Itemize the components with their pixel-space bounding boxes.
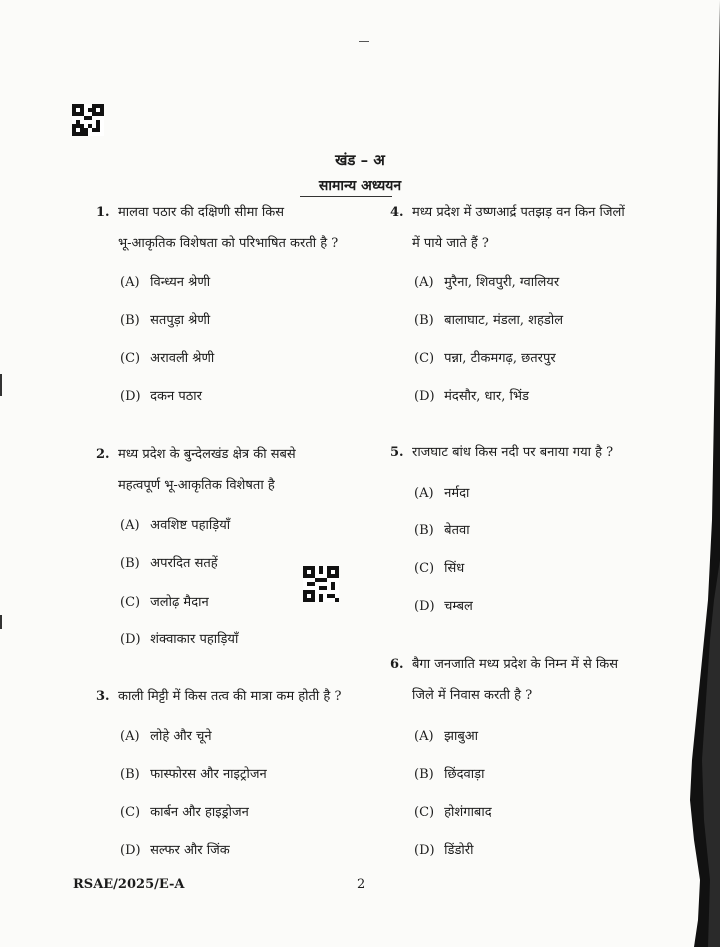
qr-code-icon	[72, 104, 104, 136]
top-mark	[359, 41, 369, 42]
question-line: जिले में निवास करती है ?	[412, 688, 533, 703]
option-d[interactable]: (D) डिंडोरी	[414, 843, 474, 858]
question-text	[118, 681, 341, 712]
option-b[interactable]: (B) बेतवा	[414, 523, 470, 538]
option-d[interactable]: (D) शंक्वाकार पहाड़ियाँ	[120, 632, 239, 647]
subject-title: सामान्य अध्ययन	[318, 178, 402, 194]
option-a[interactable]: (A) झाबुआ	[414, 729, 479, 744]
option-a[interactable]: (A) अवशिष्ट पहाड़ियाँ	[120, 518, 231, 533]
page-number: 2	[357, 877, 366, 892]
question-line: मध्य प्रदेश में उष्णआर्द्र पतझड़ वन किन जिलों	[412, 205, 625, 220]
option-d[interactable]: (D) सल्फर और जिंक	[120, 843, 230, 858]
question-line: मध्य प्रदेश के बुन्देलखंड क्षेत्र की सबसे	[118, 447, 296, 462]
question-text	[412, 437, 613, 468]
question-number: 5.	[390, 445, 404, 460]
option-b[interactable]: (B) फास्फोरस और नाइट्रोजन	[120, 767, 267, 782]
option-a[interactable]: (A) विन्ध्यन श्रेणी	[120, 275, 211, 290]
option-b[interactable]: (B) छिंदवाड़ा	[414, 767, 485, 782]
option-c[interactable]: (C) होशंगाबाद	[414, 805, 492, 820]
paper-code: RSAE/2025/E-A	[73, 877, 185, 892]
option-a[interactable]: (A) लोहे और चूने	[120, 729, 212, 744]
question-number: 1.	[96, 205, 110, 220]
question-line: भू-आकृतिक विशेषता को परिभाषित करती है ?	[118, 236, 339, 251]
option-d[interactable]: (D) दकन पठार	[120, 389, 202, 404]
question-line: राजघाट बांध किस नदी पर बनाया गया है ?	[412, 445, 614, 460]
question-number: 2.	[96, 447, 110, 462]
option-c[interactable]: (C) कार्बन और हाइड्रोजन	[120, 805, 249, 820]
question-line: महत्वपूर्ण भू-आकृतिक विशेषता है	[118, 478, 275, 493]
left-edge-mark	[0, 374, 2, 396]
torn-edge	[660, 0, 720, 947]
question-line: बैगा जनजाति मध्य प्रदेश के निम्न में से किस	[412, 657, 619, 672]
option-c[interactable]: (C) पन्ना, टीकमगढ़, छतरपुर	[414, 351, 556, 366]
question-line: काली मिट्टी में किस तत्व की मात्रा कम होती है ?	[118, 689, 342, 704]
option-a[interactable]: (A) नर्मदा	[414, 486, 470, 501]
option-a[interactable]: (A) मुरैना, शिवपुरी, ग्वालियर	[414, 275, 560, 290]
qr-code-icon	[303, 566, 339, 602]
option-b[interactable]: (B) अपरदित सतहें	[120, 556, 218, 571]
question-line: मालवा पठार की दक्षिणी सीमा किस	[118, 205, 284, 220]
question-number: 4.	[390, 205, 404, 220]
option-c[interactable]: (C) सिंध	[414, 561, 465, 576]
option-c[interactable]: (C) जलोढ़ मैदान	[120, 595, 209, 610]
option-b[interactable]: (B) सतपुड़ा श्रेणी	[120, 313, 211, 328]
left-edge-mark	[0, 615, 2, 629]
question-line: में पाये जाते हैं ?	[412, 236, 489, 251]
question-text	[412, 197, 625, 259]
question-number: 3.	[96, 689, 110, 704]
option-d[interactable]: (D) चम्बल	[414, 599, 473, 614]
question-text	[118, 439, 296, 501]
question-text	[118, 197, 338, 259]
option-b[interactable]: (B) बालाघाट, मंडला, शहडोल	[414, 313, 564, 328]
question-number: 6.	[390, 657, 404, 672]
section-title: खंड – अ	[335, 151, 385, 169]
option-d[interactable]: (D) मंदसौर, धार, भिंड	[414, 389, 529, 404]
option-c[interactable]: (C) अरावली श्रेणी	[120, 351, 215, 366]
question-text	[412, 649, 618, 711]
